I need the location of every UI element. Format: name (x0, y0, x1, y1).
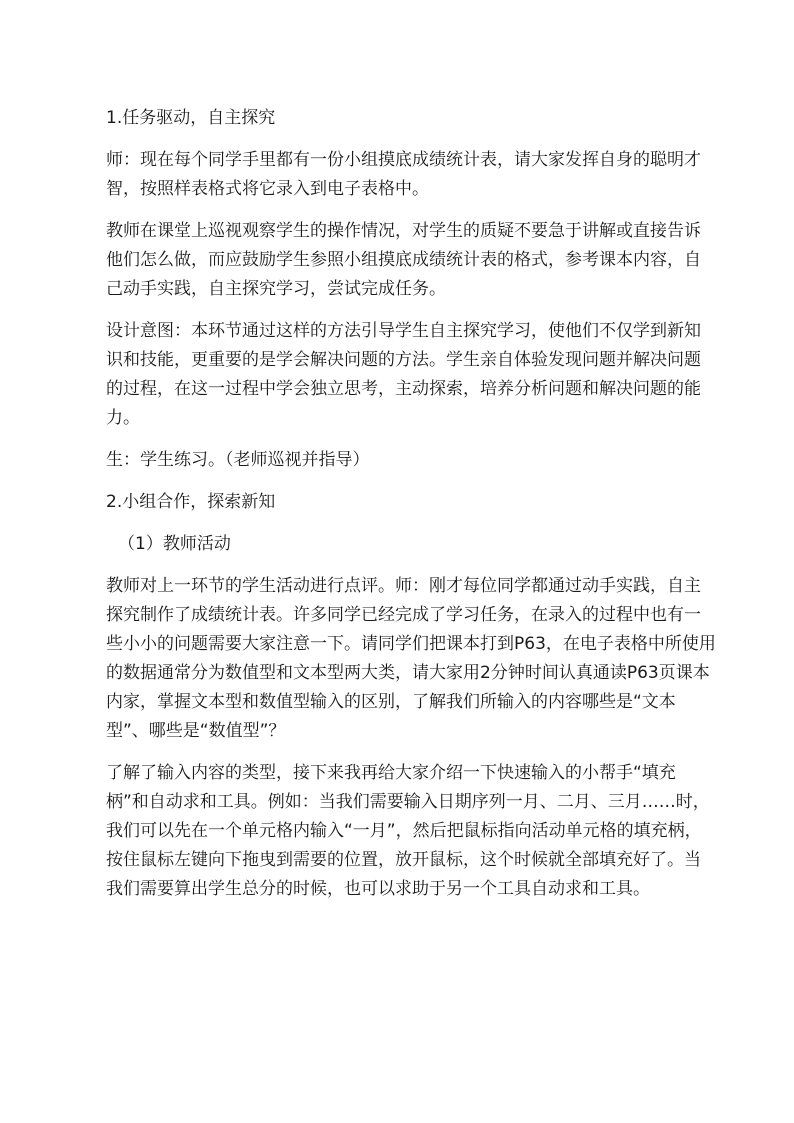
subheading-teacher-activity: （1）教师活动 (118, 534, 231, 554)
paragraph-student-practice: 生：学生练习。（老师巡视并指导） (106, 450, 370, 470)
paragraph-fill-handle: 了解了输入内容的类型，接下来我再给大家介绍一下快速输入的小帮手“填充柄”和自动求和工具。例如：当我们需要输入日期序列一月、二月、三月……时，我们可以先在一个单元格内输入“一月”，然后把鼠标指向活动单元格的填充柄，按住鼠标左键向下拖曳到需要的位置，放开鼠标，这个时候就全部填充好了。当我们需要算出学生总分的时候，也可以求助于另一个工具自动求和工具。 (106, 763, 710, 899)
section-heading-group-cooperation: 2.小组合作，探索新知 (106, 492, 276, 512)
paragraph-teacher-observation: 教师在课堂上巡视观察学生的操作情况，对学生的质疑不要急于讲解或直接告诉他们怎么做，而应鼓励学生参照小组摸底成绩统计表的格式，参考课本内容，自己动手实践，自主探究学习，尝试完成任务。 (106, 221, 701, 299)
document-body (106, 104, 716, 904)
section-heading-task-driven: 1.任务驱动，自主探究 (106, 108, 276, 128)
paragraph-design-intent: 设计意图：本环节通过这样的方法引导学生自主探究学习，使他们不仅学到新知识和技能，更重要的是学会解决问题的方法。学生亲自体验发现问题并解决问题的过程，在这一过程中学会独立思考，主动探索，培养分析问题和解决问题的能力。 (106, 321, 701, 428)
paragraph-teacher-comment: 教师对上一环节的学生活动进行点评。师：刚才每位同学都通过动手实践，自主探究制作了成绩统计表。许多同学已经完成了学习任务，在录入的过程中也有一些小小的问题需要大家注意一下。请同学们把课本打到P63，在电子表格中所使用的数据通常分为数值型和文本型两大类，请大家用2分钟时间认真通读P63页课本内家，掌握文本型和数值型输入的区别，了解我们所输入的内容哪些是“文本型”、哪些是“数值型”？ (106, 576, 716, 741)
paragraph-teacher-instruction: 师：现在每个同学手里都有一份小组摸底成绩统计表，请大家发挥自身的聪明才智，按照样表格式将它录入到电子表格中。 (106, 150, 701, 199)
